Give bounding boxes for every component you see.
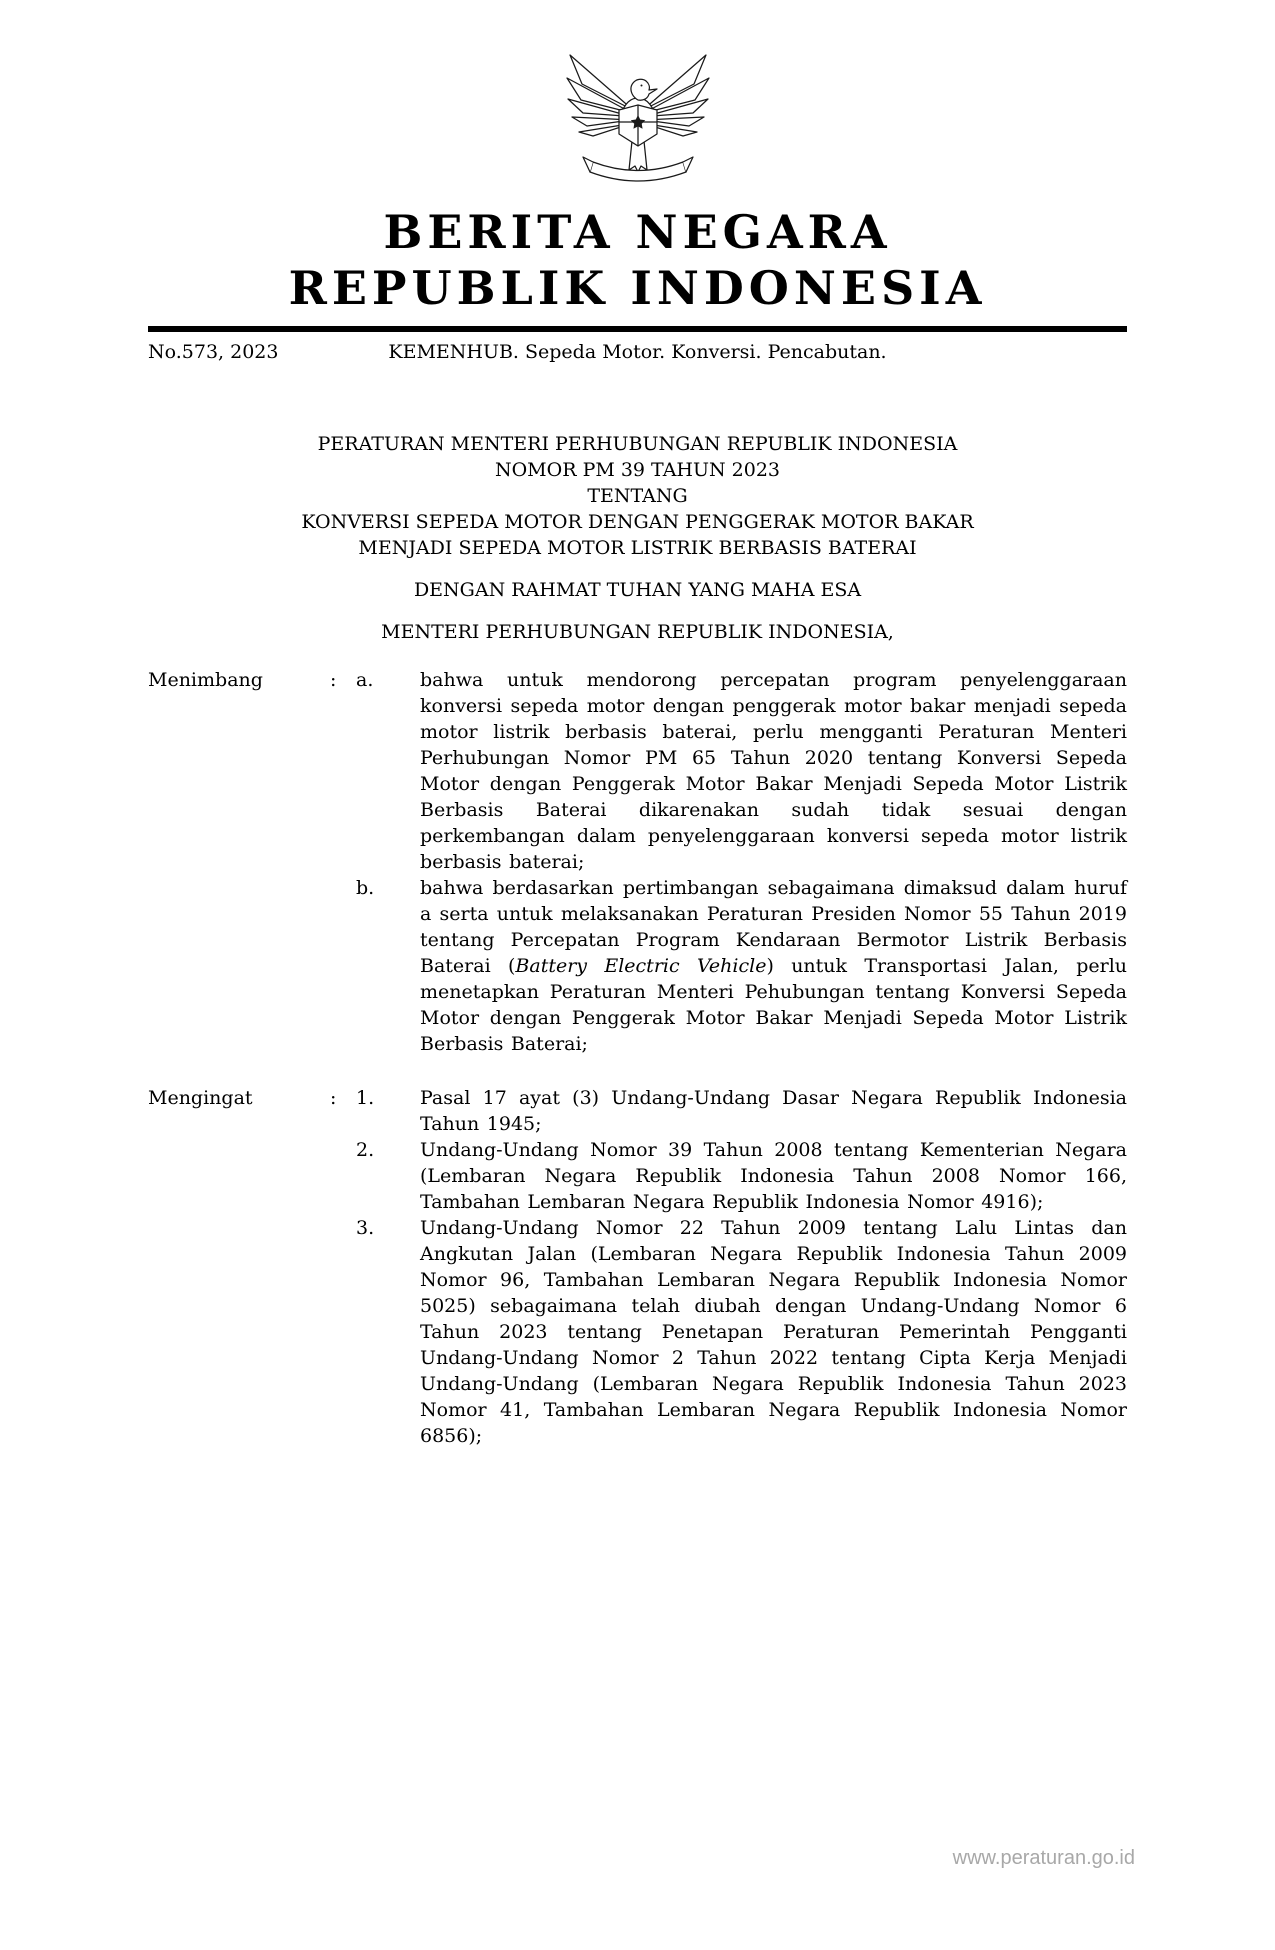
italic-phrase: Battery Electric Vehicle bbox=[515, 955, 767, 978]
regulation-title-line: MENJADI SEPEDA MOTOR LISTRIK BERBASIS BATERAI bbox=[358, 537, 917, 560]
masthead-title-line1: BERITA NEGARA bbox=[383, 205, 892, 259]
clause-row bbox=[148, 875, 1127, 1057]
official-line: MENTERI PERHUBUNGAN REPUBLIK INDONESIA, bbox=[381, 621, 894, 644]
section-label: Mengingat bbox=[148, 1087, 253, 1110]
masthead-rule bbox=[148, 326, 1127, 332]
clause-row bbox=[148, 667, 1127, 875]
regulation-title bbox=[148, 431, 1127, 561]
section-label: Menimbang bbox=[148, 669, 263, 692]
footer-url: www.peraturan.go.id bbox=[952, 1847, 1135, 1869]
clause-marker: 3. bbox=[356, 1217, 375, 1240]
regulation-title-line: PERATURAN MENTERI PERHUBUNGAN REPUBLIK INDONESIA bbox=[317, 433, 958, 456]
clause-row bbox=[148, 1137, 1127, 1215]
regulation-title-line: NOMOR PM 39 TAHUN 2023 bbox=[494, 459, 781, 482]
clause-marker: 1. bbox=[356, 1087, 375, 1110]
masthead-title-line2: REPUBLIK INDONESIA bbox=[288, 261, 987, 316]
issue-number: No.573, 2023 bbox=[148, 341, 279, 364]
section-colon: : bbox=[330, 669, 337, 692]
regulation-title-line: TENTANG bbox=[587, 485, 688, 508]
clause-marker: 2. bbox=[356, 1139, 375, 1162]
emblem bbox=[148, 36, 1127, 194]
clause-row bbox=[148, 1085, 1127, 1137]
clause-text: bahwa untuk mendorong percepatan program penyelenggaraan konversi sepeda motor dengan penggerak motor bakar menjadi sepeda motor listrik berbasis baterai, perlu mengganti Peraturan Menteri Perhubungan Nomor PM 65 Tahun 2020 tentang Konversi Sepeda Motor dengan Penggerak Motor Bakar Menjadi Sepeda Motor Listrik Berbasis Baterai dikarenakan sudah tidak sesuai dengan perkembangan dalam penyelenggaraan konversi sepeda motor listrik berbasis baterai; bbox=[420, 669, 1127, 874]
section-label bbox=[148, 875, 330, 1057]
regulation-title-line: KONVERSI SEPEDA MOTOR DENGAN PENGGERAK MOTOR BAKAR bbox=[301, 511, 974, 534]
issue-subject: KEMENHUB. Sepeda Motor. Konversi. Pencabutan. bbox=[388, 341, 887, 364]
clause-text: Pasal 17 ayat (3) Undang-Undang Dasar Negara Republik Indonesia Tahun 1945; bbox=[420, 1087, 1127, 1136]
section-label bbox=[148, 1215, 330, 1449]
section-mengingat bbox=[148, 1085, 1127, 1449]
clause-marker: b. bbox=[356, 877, 375, 900]
issue-line bbox=[148, 341, 1127, 367]
sections bbox=[148, 667, 1127, 1449]
clause-marker: a. bbox=[356, 669, 374, 692]
invocation-line: DENGAN RAHMAT TUHAN YANG MAHA ESA bbox=[413, 579, 862, 602]
section-colon bbox=[330, 1215, 356, 1449]
section-colon bbox=[330, 1137, 356, 1215]
clause-text: bahwa berdasarkan pertimbangan sebagaimana dimaksud dalam huruf a serta untuk melaksanakan Peraturan Presiden Nomor 55 Tahun 2019 tentang Percepatan Program Kendaraan Bermotor Listrik Berbasis Baterai (Battery Electric Vehicle) untuk Transportasi Jalan, perlu menetapkan Peraturan Menteri Pehubungan tentang Konversi Sepeda Motor dengan Penggerak Motor Bakar Menjadi Sepeda Motor Listrik Berbasis Baterai; bbox=[420, 877, 1128, 1056]
masthead-title bbox=[148, 204, 1127, 316]
section-colon: : bbox=[330, 1087, 337, 1110]
clause-text: Undang-Undang Nomor 39 Tahun 2008 tentang Kementerian Negara (Lembaran Negara Republik Indonesia Tahun 2008 Nomor 166, Tambahan Lembaran Negara Republik Indonesia Nomor 4916); bbox=[420, 1139, 1127, 1214]
clause-text: Undang-Undang Nomor 22 Tahun 2009 tentang Lalu Lintas dan Angkutan Jalan (Lembaran Negara Republik Indonesia Tahun 2009 Nomor 96, Tambahan Lembaran Negara Republik Indonesia Nomor 5025) sebagaimana telah diubah dengan Undang-Undang Nomor 6 Tahun 2023 tentang Penetapan Peraturan Pemerintah Pengganti Undang-Undang Nomor 2 Tahun 2022 tentang Cipta Kerja Menjadi Undang-Undang (Lembaran Negara Republik Indonesia Tahun 2023 Nomor 41, Tambahan Lembaran Negara Republik Indonesia Nomor 6856); bbox=[420, 1217, 1127, 1448]
section-label bbox=[148, 1137, 330, 1215]
section-menimbang bbox=[148, 667, 1127, 1057]
garuda-emblem-icon bbox=[563, 36, 713, 188]
clause-row bbox=[148, 1215, 1127, 1449]
section-colon bbox=[330, 875, 356, 1057]
